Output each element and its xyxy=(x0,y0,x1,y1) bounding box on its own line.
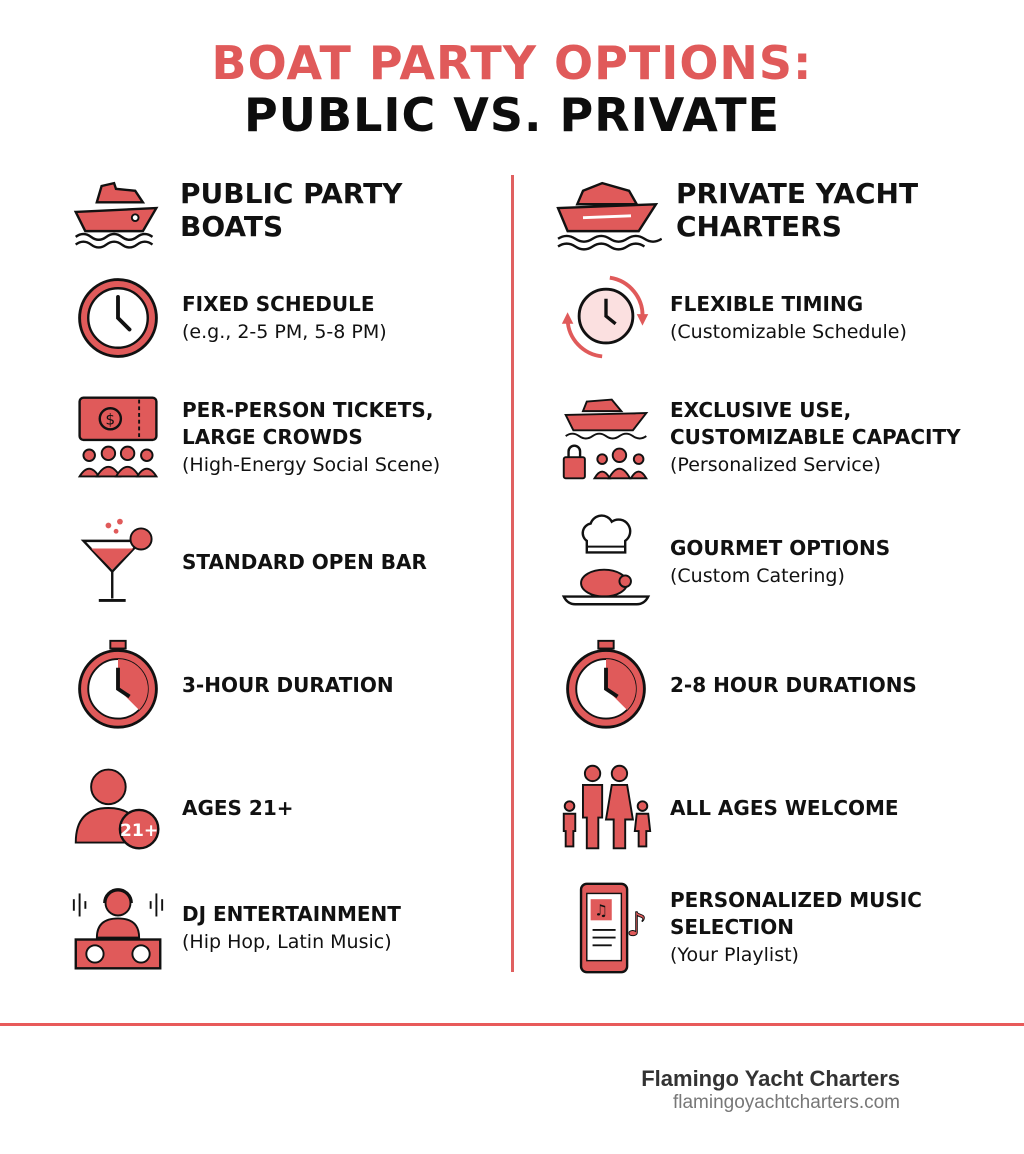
stopwatch-icon xyxy=(68,635,168,735)
flexible-clock-icon xyxy=(556,268,656,368)
brand-name: Flamingo Yacht Charters xyxy=(641,1066,900,1091)
public-item xyxy=(68,758,294,858)
column-divider xyxy=(511,175,514,972)
ticket-crowd-icon xyxy=(68,388,168,488)
item-sub: (Personalized Service) xyxy=(670,454,881,476)
private-item xyxy=(556,878,960,978)
item-label: DJ ENTERTAINMENT xyxy=(182,901,401,926)
svg-text:♫: ♫ xyxy=(594,901,609,920)
item-sub: (Customizable Schedule) xyxy=(670,320,907,343)
private-heading: PRIVATE YACHT CHARTERS xyxy=(676,177,919,243)
public-item xyxy=(68,635,394,735)
item-label: 2-8 HOUR DURATIONS xyxy=(670,672,917,697)
public-item xyxy=(68,268,387,368)
public-item xyxy=(68,878,401,978)
age-badge: 21+ xyxy=(119,820,159,841)
item-label: 3-HOUR DURATION xyxy=(182,672,394,697)
title-line-2: PUBLIC VS. PRIVATE xyxy=(243,88,781,142)
yacht-icon xyxy=(552,160,662,260)
cocktail-icon xyxy=(68,512,168,612)
footer-divider xyxy=(0,1023,1024,1026)
item-label: PER-PERSON TICKETS, LARGE CROWDS xyxy=(182,398,434,449)
item-sub: (Hip Hop, Latin Music) xyxy=(182,930,392,953)
item-label: STANDARD OPEN BAR xyxy=(182,549,427,574)
family-icon xyxy=(556,758,656,858)
boat-icon xyxy=(66,160,166,260)
private-item xyxy=(556,635,917,735)
item-label: FLEXIBLE TIMING xyxy=(670,291,864,316)
title-line-1: BOAT PARTY OPTIONS: xyxy=(211,36,813,90)
item-sub: (e.g., 2-5 PM, 5-8 PM) xyxy=(182,320,387,343)
item-sub: (Custom Catering) xyxy=(670,564,845,587)
private-item xyxy=(556,388,980,488)
svg-text:♪: ♪ xyxy=(626,905,648,944)
item-label: FIXED SCHEDULE xyxy=(182,291,375,316)
item-label: GOURMET OPTIONS xyxy=(670,535,891,560)
footer-brand xyxy=(641,1066,900,1114)
item-label: AGES 21+ xyxy=(182,795,294,820)
clock-icon xyxy=(68,268,168,368)
private-header xyxy=(552,160,946,260)
item-label: EXCLUSIVE USE, CUSTOMIZABLE CAPACITY xyxy=(670,398,961,449)
item-sub: (High-Energy Social Scene) xyxy=(182,454,441,476)
public-heading: PUBLIC PARTY BOATS xyxy=(180,177,403,243)
stopwatch-icon xyxy=(556,635,656,735)
phone-music-icon xyxy=(556,878,656,978)
private-item xyxy=(556,758,899,858)
dj-icon xyxy=(68,878,168,978)
item-sub: (Your Playlist) xyxy=(670,944,799,966)
public-header xyxy=(66,160,440,260)
item-label: ALL AGES WELCOME xyxy=(670,795,899,820)
brand-url[interactable]: flamingoyachtcharters.com xyxy=(672,1092,900,1113)
public-item xyxy=(68,388,482,488)
public-item xyxy=(68,512,427,612)
item-label: PERSONALIZED MUSIC SELECTION xyxy=(670,888,922,939)
chef-food-icon xyxy=(556,512,656,612)
svg-text:$: $ xyxy=(105,410,116,429)
person-21-icon xyxy=(68,758,168,858)
yacht-lock-icon xyxy=(556,388,656,488)
private-item xyxy=(556,268,907,368)
private-item xyxy=(556,512,890,612)
